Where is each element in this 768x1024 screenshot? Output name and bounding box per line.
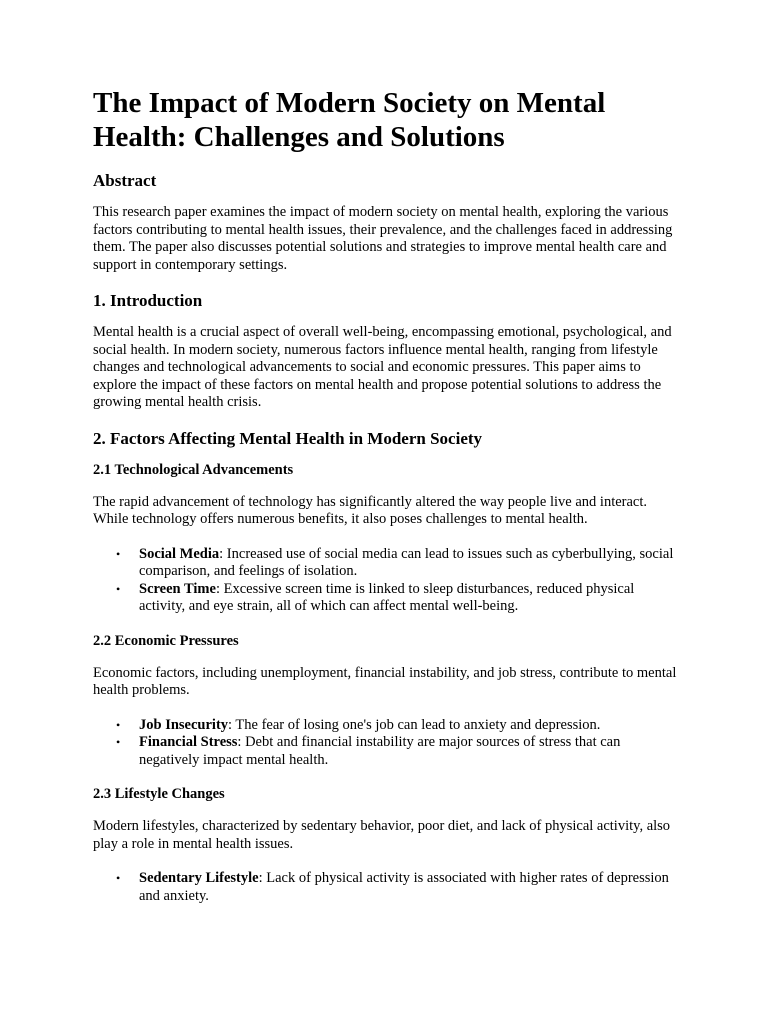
subsection-heading-technology: 2.1 Technological Advancements [93,461,294,478]
subsection-text-technology: The rapid advancement of technology has significantly altered the way people live and interact. While technology offers numerous benefits, it also poses challenges to mental health. [93,493,648,527]
subsection-heading-economic: 2.2 Economic Pressures [93,632,239,649]
bullet-list-technology [93,546,683,616]
list-item [116,580,683,616]
bullet-list-lifestyle [93,870,683,905]
list-item-term: Social Media [139,545,220,562]
list-item [116,545,683,581]
bullet-icon: • [116,735,121,749]
subsection-text-lifestyle: Modern lifestyles, characterized by sedentary behavior, poor diet, and lack of physical activity, also play a role in mental health issues. [93,818,671,852]
list-item [116,734,683,769]
list-item-desc: : Lack of physical activity is associated with higher rates of depression and anxiety. [139,870,669,904]
document-title: The Impact of Modern Society on Mental Health: Challenges and Solutions [93,87,606,153]
subsection-text-economic: Economic factors, including unemployment, financial instability, and job stress, contribute to mental health problems. [93,664,677,698]
list-item-term: Screen Time [139,580,216,597]
list-item-term: Financial Stress [139,734,238,750]
list-item-desc: : Increased use of social media can lead to issues such as cyberbullying, social comparison, and feelings of isolation. [139,545,674,579]
bullet-list-economic [93,717,683,770]
list-item-desc: : Excessive screen time is linked to sleep disturbances, reduced physical activity, and eye strain, all of which can affect mental well-being. [139,580,635,614]
abstract-heading: Abstract [93,171,157,190]
subsection-heading-lifestyle: 2.3 Lifestyle Changes [93,786,225,802]
list-item-term: Job Insecurity [139,716,229,733]
introduction-heading: 1. Introduction [93,291,203,310]
introduction-text: Mental health is a crucial aspect of overall well-being, encompassing emotional, psychological, and social health. In modern society, numerous factors influence mental health, ranging from lifestyle changes and technological advancements to social and economic pressures. This paper aims to explore the impact of these factors on mental health and propose potential solutions to address the growing mental health crisis. [93,324,672,410]
bullet-icon: • [116,871,121,885]
list-item-desc: : The fear of losing one's job can lead to anxiety and depression. [228,716,601,733]
bullet-icon: • [116,717,121,732]
abstract-text: This research paper examines the impact of modern society on mental health, exploring the various factors contributing to mental health issues, their prevalence, and the challenges faced in addressing them. The paper also discusses potential solutions and strategies to improve mental health care and support in contemporary settings. [93,204,673,273]
factors-heading: 2. Factors Affecting Mental Health in Modern Society [93,428,483,448]
list-item [116,716,683,735]
list-item [116,870,683,905]
list-item-term: Sedentary Lifestyle [139,870,259,886]
bullet-icon: • [116,546,121,561]
list-item-desc: : Debt and financial instability are major sources of stress that can negatively impact mental health. [139,734,621,768]
document-page [93,86,683,922]
bullet-icon: • [116,581,121,596]
